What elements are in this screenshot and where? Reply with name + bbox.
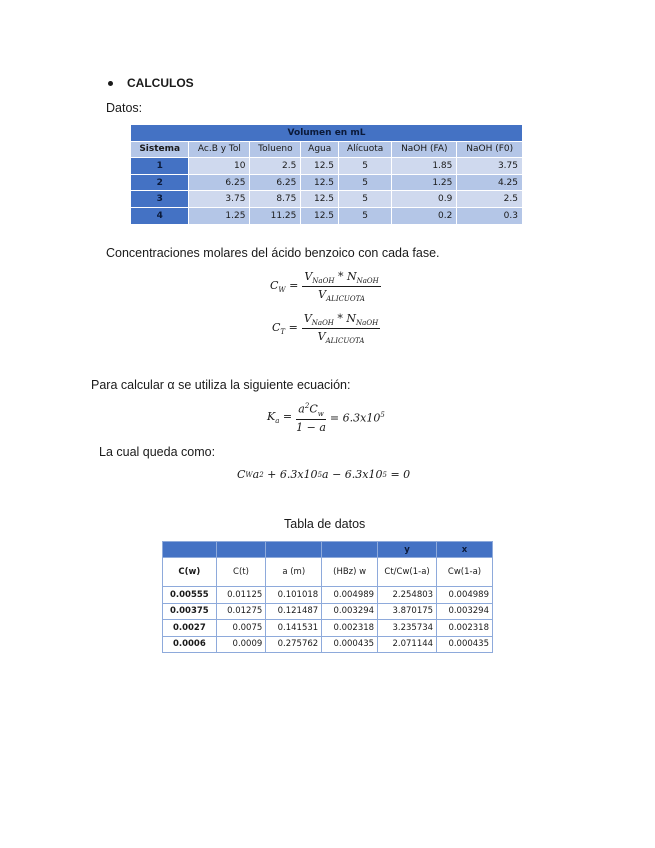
- table-row: [131, 158, 523, 175]
- volume-table-header: [131, 141, 523, 158]
- eq-ct-op: *: [333, 312, 347, 325]
- table-cell: 2.071144: [378, 636, 437, 653]
- eq-cw-num-a-sub: NaOH: [312, 277, 335, 286]
- table-cell: 0.121487: [266, 603, 322, 620]
- table-cell: 0.00555: [163, 587, 217, 604]
- table-cell: 0.0006: [163, 636, 217, 653]
- table-cell: 0.0075: [216, 620, 266, 637]
- table-cell: 0.000435: [322, 636, 378, 653]
- table-cell: 2: [131, 174, 189, 191]
- tabla-title: Tabla de datos: [284, 517, 366, 531]
- column-header: (HBz) w: [322, 558, 378, 587]
- table-cell: 0.004989: [437, 587, 493, 604]
- eq-cw-num-b-sub: NaOH: [356, 277, 379, 286]
- column-header: Alícuota: [339, 141, 392, 158]
- results-table-top-row: [163, 542, 493, 558]
- datos-label: Datos:: [106, 101, 143, 115]
- results-table: [162, 541, 493, 653]
- table-cell: 3.75: [457, 158, 523, 175]
- eq-final-end: = 0: [386, 468, 411, 481]
- column-top: [163, 542, 217, 558]
- eq-ka-num-c: C: [309, 402, 318, 416]
- table-cell: 3.75: [189, 191, 250, 208]
- table-cell: 0.0027: [163, 620, 217, 637]
- table-cell: 0.000435: [437, 636, 493, 653]
- table-cell: 2.5: [457, 191, 523, 208]
- table-cell: 0.0009: [216, 636, 266, 653]
- section-heading: [108, 76, 194, 90]
- column-top: [216, 542, 266, 558]
- eq-ka-den: 1 − a: [296, 420, 326, 434]
- eq-ka-num-sup: 2: [304, 402, 310, 410]
- table-row: [131, 191, 523, 208]
- eq-ct-lhs-sub: T: [280, 328, 286, 337]
- table-cell: 0.2: [392, 207, 457, 224]
- table-row: [131, 174, 523, 191]
- table-cell: 0.3: [457, 207, 523, 224]
- column-top: x: [437, 542, 493, 558]
- eq-final-mid2: a − 6.3x10: [322, 468, 383, 481]
- eq-cw-lhs-sub: W: [278, 286, 286, 295]
- eq-final-mid-sup: 5: [317, 470, 323, 479]
- table-cell: 5: [339, 174, 392, 191]
- column-header: Ct/Cw(1-a): [378, 558, 437, 587]
- table-cell: 4: [131, 207, 189, 224]
- column-top: y: [378, 542, 437, 558]
- eq-ka-num: a: [298, 402, 305, 416]
- column-header: C(w): [163, 558, 217, 587]
- eq-ka-lhs: K: [267, 410, 276, 424]
- eq-ka-rhs-sup: 5: [380, 411, 385, 420]
- table-cell: 1.85: [392, 158, 457, 175]
- eq-cw-lhs: C: [270, 279, 279, 293]
- table-row: [163, 620, 493, 637]
- table-cell: 8.75: [250, 191, 301, 208]
- eq-ct-num-a-sub: NaOH: [311, 319, 334, 328]
- table-cell: 0.01275: [216, 603, 266, 620]
- column-header: Tolueno: [250, 141, 301, 158]
- table-cell: 4.25: [457, 174, 523, 191]
- column-top: [322, 542, 378, 558]
- table-cell: 1: [131, 158, 189, 175]
- table-cell: 6.25: [189, 174, 250, 191]
- table-cell: 0.275762: [266, 636, 322, 653]
- table-cell: 10: [189, 158, 250, 175]
- eq-cw-den-sub: ALICUOTA: [326, 295, 365, 304]
- eq-cw-num-b: N: [346, 270, 357, 283]
- table-cell: 0.003294: [322, 603, 378, 620]
- column-header: a (m): [266, 558, 322, 587]
- table-cell: 0.002318: [322, 620, 378, 637]
- eq-final-a: a: [252, 468, 260, 481]
- equation-final: [237, 468, 410, 481]
- table-cell: 3: [131, 191, 189, 208]
- table-cell: 5: [339, 207, 392, 224]
- table-cell: 3.870175: [378, 603, 437, 620]
- column-header: Agua: [301, 141, 339, 158]
- concentraciones-text: Concentraciones molares del ácido benzoico con cada fase.: [106, 246, 440, 260]
- eq-ct-num-b: N: [346, 312, 357, 325]
- volume-table-title: Volumen en mL: [131, 125, 523, 142]
- column-header: Ac.B y Tol: [189, 141, 250, 158]
- eq-ct-den: V: [317, 330, 326, 344]
- equation-ct: $C_T$ = $\frac{V_{NaOH} * N_{NaOH}}{V_{ALICUOTA}}$: [272, 312, 379, 346]
- eq-final-c: C: [237, 468, 246, 481]
- table-cell: 0.141531: [266, 620, 322, 637]
- table-cell: 5: [339, 158, 392, 175]
- eq-ka-num-c-sub: w: [317, 409, 324, 418]
- table-row: [163, 603, 493, 620]
- column-header: C(t): [216, 558, 266, 587]
- alpha-text: Para calcular α se utiliza la siguiente ecuación:: [91, 378, 351, 392]
- eq-final-mid2-sup: 5: [382, 470, 387, 479]
- eq-ka-rhs: = 6.3x10: [329, 411, 381, 425]
- volume-table: [130, 124, 523, 225]
- eq-cw-num-a: V: [304, 270, 313, 283]
- table-cell: 1.25: [392, 174, 457, 191]
- eq-ct-lhs: C: [272, 321, 281, 335]
- table-cell: 0.01125: [216, 587, 266, 604]
- queda-text: La cual queda como:: [99, 445, 216, 459]
- equation-cw: $C_W$ = $\frac{V_{NaOH} * N_{NaOH}}{V_{ALICUOTA}}$: [270, 270, 379, 304]
- table-cell: 12.5: [301, 158, 339, 175]
- table-cell: 0.002318: [437, 620, 493, 637]
- table-cell: 2.254803: [378, 587, 437, 604]
- table-cell: 1.25: [189, 207, 250, 224]
- results-table-header: [163, 558, 493, 587]
- column-header: Sistema: [131, 141, 189, 158]
- table-cell: 6.25: [250, 174, 301, 191]
- eq-cw-den: V: [318, 288, 327, 302]
- table-cell: 3.235734: [378, 620, 437, 637]
- table-cell: 5: [339, 191, 392, 208]
- column-header: Cw(1-a): [437, 558, 493, 587]
- table-cell: 0.9: [392, 191, 457, 208]
- eq-cw-op: *: [334, 270, 347, 283]
- table-row: [163, 587, 493, 604]
- eq-final-a-sup: 2: [259, 470, 264, 479]
- eq-ct-num-b-sub: NaOH: [356, 319, 379, 328]
- table-row: [131, 207, 523, 224]
- table-cell: 11.25: [250, 207, 301, 224]
- table-cell: 12.5: [301, 191, 339, 208]
- column-header: NaOH (FA): [392, 141, 457, 158]
- table-cell: 0.003294: [437, 603, 493, 620]
- table-cell: 0.00375: [163, 603, 217, 620]
- eq-ct-num-a: V: [303, 312, 312, 325]
- table-cell: 12.5: [301, 207, 339, 224]
- eq-final-mid: + 6.3x10: [263, 468, 318, 481]
- eq-final-c-sub: W: [245, 470, 253, 479]
- table-cell: 0.004989: [322, 587, 378, 604]
- equation-ka: $K_a$ = $\frac{a^2C_w}{1 - a}$ = $6.3x10^5$: [267, 402, 385, 434]
- eq-ka-lhs-sub: a: [275, 417, 280, 426]
- column-header: NaOH (F0): [457, 141, 523, 158]
- eq-ct-den-sub: ALICUOTA: [325, 337, 365, 346]
- heading-text: CALCULOS: [127, 76, 194, 90]
- table-cell: 2.5: [250, 158, 301, 175]
- column-top: [266, 542, 322, 558]
- table-cell: 12.5: [301, 174, 339, 191]
- table-cell: 0.101018: [266, 587, 322, 604]
- table-row: [163, 636, 493, 653]
- bullet-icon: [108, 81, 113, 86]
